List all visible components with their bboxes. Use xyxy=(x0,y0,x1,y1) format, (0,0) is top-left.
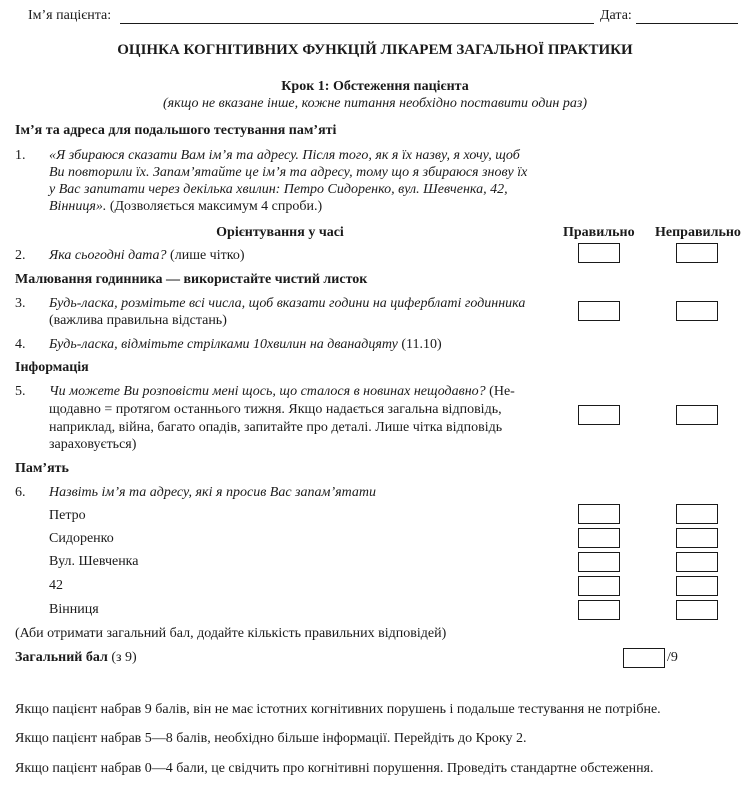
outcome-score-9: Якщо пацієнт набрав 9 балів, він не має істотних когнітивних порушень і подальше тестування не потрібне. xyxy=(15,702,661,717)
q5-line3: наприклад, війна, багато опадів, запитайте про деталі. Лише чітка відповідь xyxy=(49,420,503,435)
total-suffix: (з 9) xyxy=(107,650,137,665)
q6-part-house: 42 xyxy=(49,578,63,593)
section-information: Інформація xyxy=(15,360,89,375)
q5-correct-box[interactable] xyxy=(578,405,620,425)
total-score-box[interactable] xyxy=(623,648,665,668)
q3-line1: Будь-ласка, розмітьте всі числа, щоб вказати години на циферблаті годинника xyxy=(49,296,526,311)
q6-text: Назвіть ім’я та адресу, які я просив Вас запам’ятати xyxy=(49,485,377,500)
q6-part-surname: Сидоренко xyxy=(49,531,114,546)
column-correct: Правильно xyxy=(563,225,635,240)
q3-line2: (важлива правильна відстань) xyxy=(49,313,227,328)
q2-plain: (лише чітко) xyxy=(166,248,245,263)
date-field[interactable] xyxy=(636,23,738,24)
q2-italic: Яка сьогодні дата? xyxy=(49,248,167,263)
q1-line1: «Я збираюся сказати Вам ім’я та адресу. Після того, як я їх назву, я хочу, щоб xyxy=(49,148,520,163)
q1-number: 1. xyxy=(15,148,26,163)
q4-text xyxy=(49,337,442,353)
step-note: (якщо не вказане інше, кожне питання необхідно поставити один раз) xyxy=(163,96,587,111)
q2-incorrect-box[interactable] xyxy=(676,243,718,263)
q1-line3: у Вас запитати через декілька хвилин: Петро Сидоренко, вул. Шевченка, 42, xyxy=(49,182,508,197)
q6-first-name-correct-box[interactable] xyxy=(578,504,620,524)
q5-number: 5. xyxy=(15,384,26,399)
q6-house-incorrect-box[interactable] xyxy=(676,576,718,596)
patient-name-label: Ім’я пацієнта: xyxy=(28,8,112,23)
q6-city-correct-box[interactable] xyxy=(578,600,620,620)
q5-line1 xyxy=(49,384,515,400)
date-label: Дата: xyxy=(600,8,632,23)
section-memory: Пам’ять xyxy=(15,461,69,476)
q3-number: 3. xyxy=(15,296,26,311)
total-max: /9 xyxy=(667,650,678,665)
section-orientation: Орієнтування у часі xyxy=(216,225,344,240)
q6-part-street: Вул. Шевченка xyxy=(49,554,139,569)
q6-house-correct-box[interactable] xyxy=(578,576,620,596)
q6-part-first-name: Петро xyxy=(49,508,86,523)
q6-surname-correct-box[interactable] xyxy=(578,528,620,548)
q5-line4: зараховується) xyxy=(49,437,137,452)
q4-number: 4. xyxy=(15,337,26,352)
q2-correct-box[interactable] xyxy=(578,243,620,263)
section-clock: Малювання годинника — використайте чистий листок xyxy=(15,272,368,287)
q1-line4-plain: (Дозволяється максимум 4 спроби.) xyxy=(106,199,323,214)
q6-part-city: Вінниця xyxy=(49,602,99,617)
q4-italic: Будь-ласка, відмітьте стрілками 10хвилин на дванадцяту xyxy=(49,337,398,352)
column-incorrect: Неправильно xyxy=(655,225,741,240)
q5-line2: щодавно = протягом останнього тижня. Якщо надається загальна відповідь, xyxy=(49,402,502,417)
total-label: Загальний бал xyxy=(15,650,108,665)
q1-line2: Ви повторили їх. Запам’ятайте це ім’я та адресу, тому що я збираюся знову їх xyxy=(49,165,528,180)
outcome-score-0-4: Якщо пацієнт набрав 0—4 бали, це свідчить про когнітивні порушення. Проведіть стандартне обстеження. xyxy=(15,761,654,776)
section-name-address: Ім’я та адреса для подальшого тестування пам’яті xyxy=(15,123,337,138)
q5-incorrect-box[interactable] xyxy=(676,405,718,425)
q6-street-correct-box[interactable] xyxy=(578,552,620,572)
q6-surname-incorrect-box[interactable] xyxy=(676,528,718,548)
total-note: (Аби отримати загальний бал, додайте кількість правильних відповідей) xyxy=(15,626,447,641)
q6-number: 6. xyxy=(15,485,26,500)
step-title: Крок 1: Обстеження пацієнта xyxy=(281,79,469,94)
q5-line1-plain: (Не- xyxy=(485,384,515,399)
q3-correct-box[interactable] xyxy=(578,301,620,321)
q5-italic: Чи можете Ви розповісти мені щось, що сталося в новинах нещодавно? xyxy=(49,384,486,399)
outcome-score-5-8: Якщо пацієнт набрав 5—8 балів, необхідно більше інформації. Перейдіть до Кроку 2. xyxy=(15,731,527,746)
q1-line4 xyxy=(49,199,322,215)
q6-street-incorrect-box[interactable] xyxy=(676,552,718,572)
q4-plain: (11.10) xyxy=(397,337,442,352)
total-score-label xyxy=(15,650,137,666)
q2-text xyxy=(49,248,244,264)
page-title: ОЦІНКА КОГНІТИВНИХ ФУНКЦІЙ ЛІКАРЕМ ЗАГАЛЬНОЇ ПРАКТИКИ xyxy=(117,42,633,58)
patient-name-field[interactable] xyxy=(120,23,594,24)
q6-first-name-incorrect-box[interactable] xyxy=(676,504,718,524)
q1-line4-italic: Вінниця». xyxy=(49,199,107,214)
q2-number: 2. xyxy=(15,248,26,263)
q6-city-incorrect-box[interactable] xyxy=(676,600,718,620)
q3-incorrect-box[interactable] xyxy=(676,301,718,321)
